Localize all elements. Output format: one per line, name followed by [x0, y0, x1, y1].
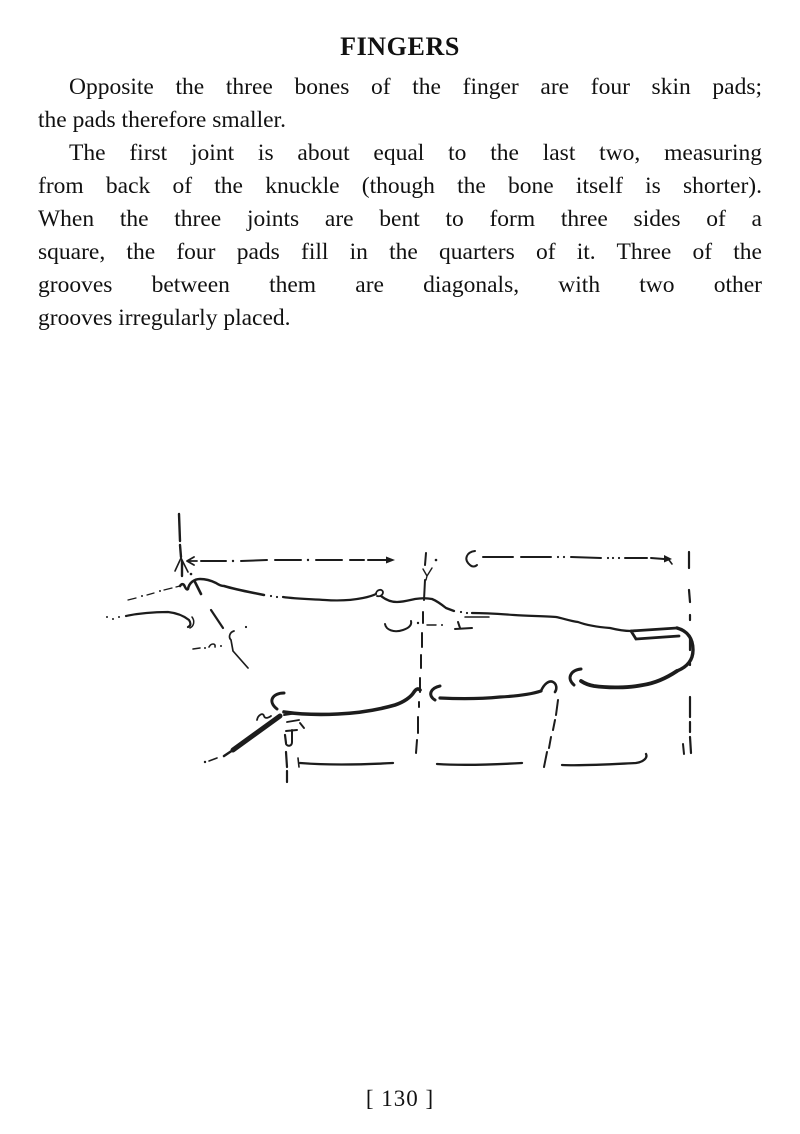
- text-line: The first joint is about equal to the last two, measuring: [69, 140, 762, 166]
- finger-outline: [106, 579, 693, 763]
- finger-sketch-figure: [100, 500, 720, 800]
- body-text: [38, 71, 762, 335]
- text-line: square, the four pads fill in the quarters of it. Three of the: [38, 239, 762, 265]
- text-line: When the three joints are bent to form three sides of a: [38, 206, 762, 232]
- text-line: grooves irregularly placed.: [38, 305, 291, 331]
- text-line: the pads therefore smaller.: [38, 107, 286, 133]
- text-line: from back of the knuckle (though the bone itself is shorter).: [38, 173, 762, 199]
- page-title: FINGERS: [340, 32, 460, 61]
- text-line: grooves between them are diagonals, with two other: [38, 272, 762, 298]
- page-number: [ 130 ]: [365, 1086, 435, 1111]
- construction-lines: [175, 514, 691, 782]
- text-line: Opposite the three bones of the finger are four skin pads;: [69, 74, 762, 100]
